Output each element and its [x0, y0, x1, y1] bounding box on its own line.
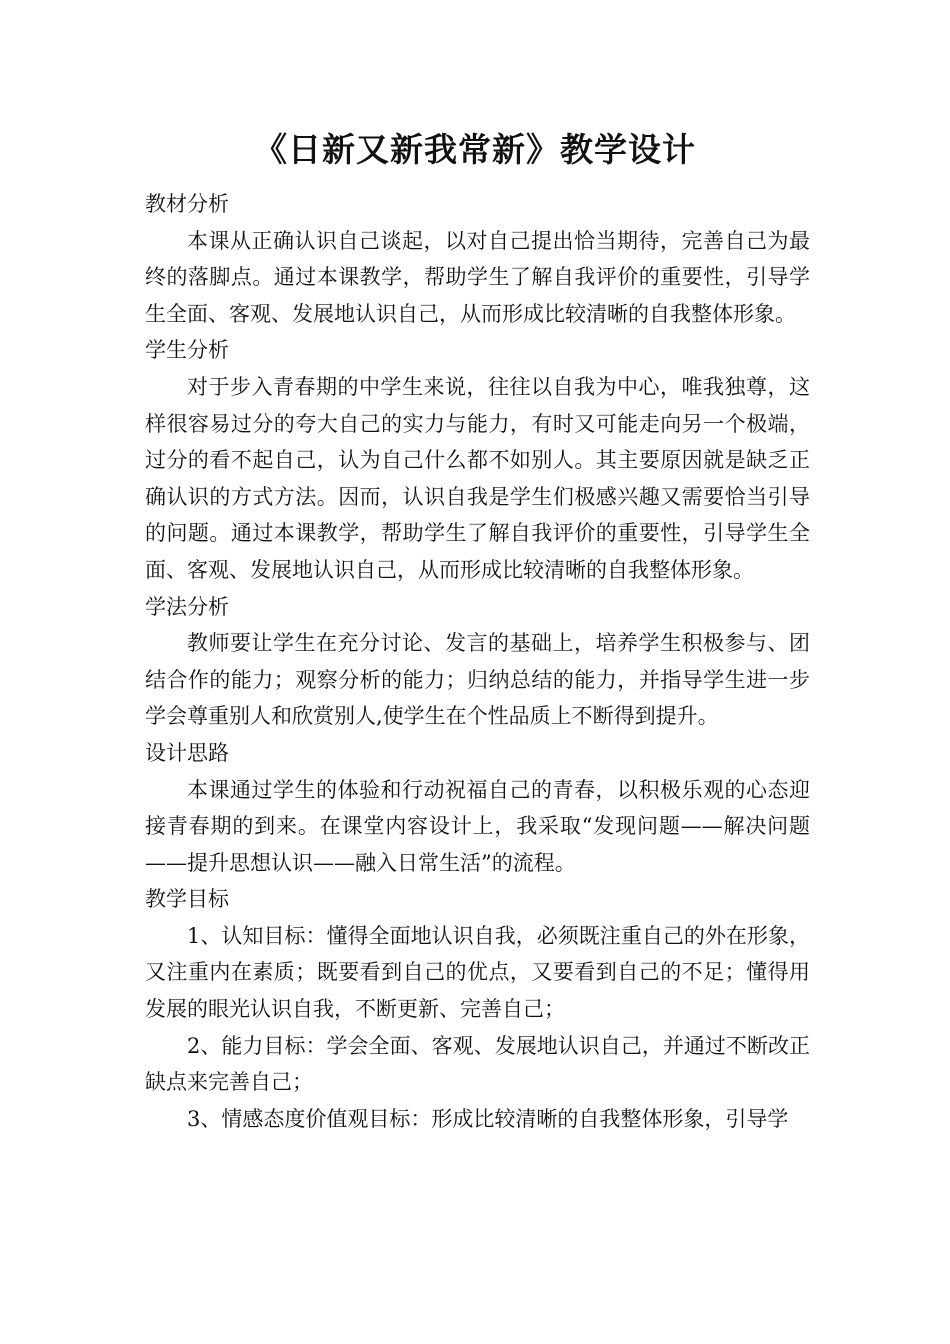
- paragraph-textbook-analysis: 本课从正确认识自己谈起，以对自己提出恰当期待，完善自己为最终的落脚点。通过本课教学，帮助学生了解自我评价的重要性，引导学生全面、客观、发展地认识自己，从而形成比较清晰的自我整体形象。: [145, 228, 810, 326]
- section-heading-textbook-analysis: 教材分析: [145, 192, 229, 216]
- section-heading-learning-method-analysis: 学法分析: [145, 594, 229, 619]
- document-body: [145, 186, 810, 1137]
- document-title: 《日新又新我常新》教学设计: [254, 130, 696, 169]
- paragraph-emotion-objective: 3、情感态度价值观目标：形成比较清晰的自我整体形象，引导学: [187, 1106, 789, 1131]
- section-heading-student-analysis: 学生分析: [145, 338, 229, 363]
- paragraph-cognitive-objective: 1、认知目标：懂得全面地认识自我，必须既注重自己的外在形象，又注重内在素质；既要看到自己的优点，又要看到自己的不足；懂得用发展的眼光认识自我，不断更新、完善自己；: [145, 923, 810, 1022]
- paragraph-design-idea: 本课通过学生的体验和行动祝福自己的青春，以积极乐观的心态迎接青春期的到来。在课堂内容设计上，我采取“发现问题——解决问题——提升思想认识——融入日常生活”的流程。: [145, 777, 810, 875]
- section-heading-teaching-objectives: 教学目标: [145, 887, 229, 912]
- paragraph-learning-method-analysis: 教师要让学生在充分讨论、发言的基础上，培养学生积极参与、团结合作的能力；观察分析的能力；归纳总结的能力，并指导学生进一步学会尊重别人和欣赏别人,使学生在个性品质上不断得到提升。: [145, 631, 810, 729]
- paragraph-ability-objective: 2、能力目标：学会全面、客观、发展地认识自己，并通过不断改正缺点来完善自己；: [145, 1033, 810, 1095]
- paragraph-student-analysis: 对于步入青春期的中学生来说，往往以自我为中心，唯我独尊，这样很容易过分的夸大自己的实力与能力，有时又可能走向另一个极端，过分的看不起自己，认为自己什么都不如别人。其主要原因就是缺乏正确认识的方式方法。因而，认识自我是学生们极感兴趣又需要恰当引导的问题。通过本课教学，帮助学生了解自我评价的重要性，引导学生全面、客观、发展地认识自己，从而形成比较清晰的自我整体形象。: [145, 374, 810, 582]
- section-heading-design-idea: 设计思路: [145, 740, 229, 765]
